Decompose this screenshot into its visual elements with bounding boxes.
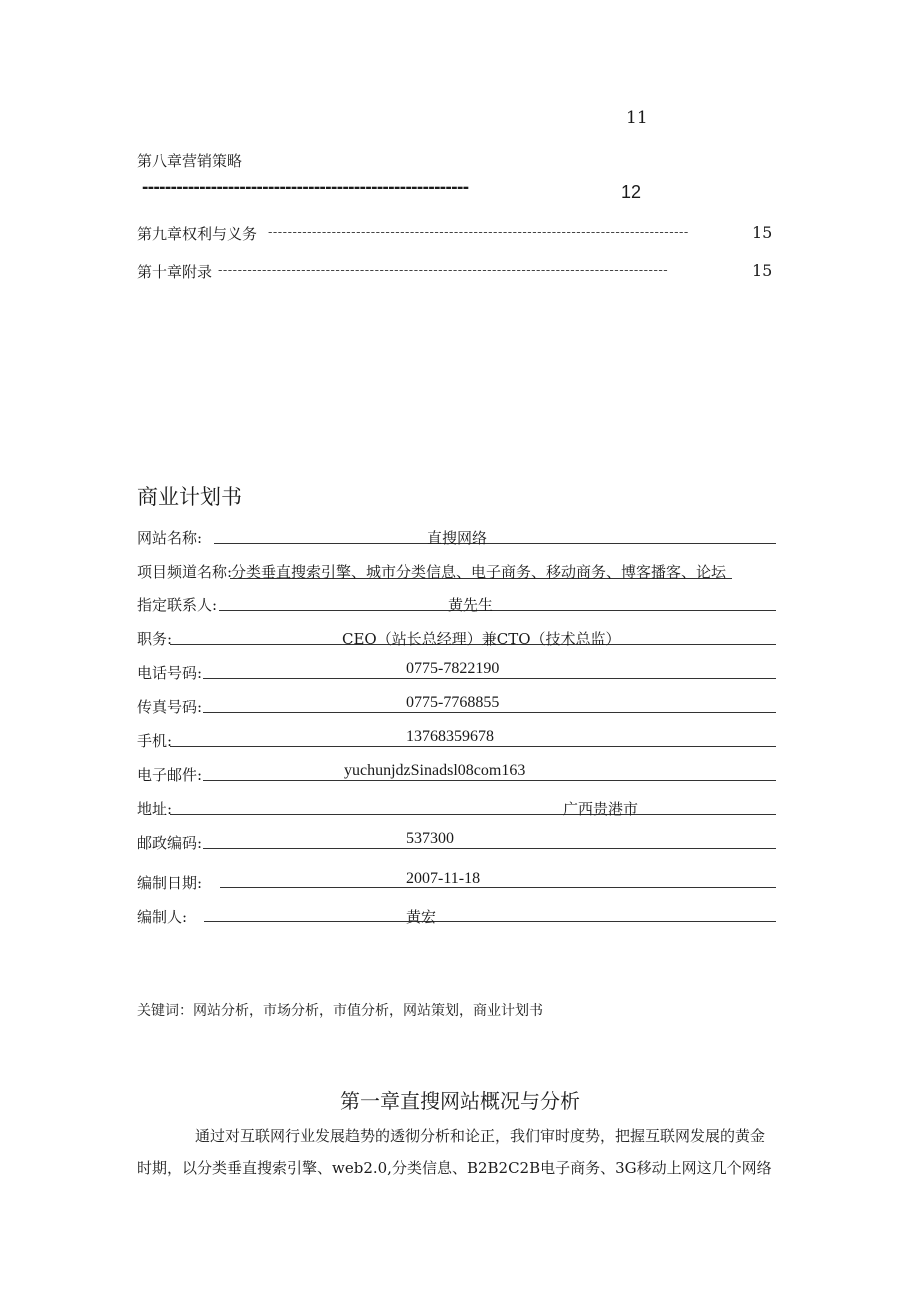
field-label: 网站名称:: [137, 529, 203, 547]
field-label: 邮政编码:: [137, 834, 203, 852]
paragraph-line: 通过对互联网行业发展趋势的透彻分析和论正，我们审时度势，把握互联网发展的黄金: [195, 1127, 766, 1145]
underline: [203, 678, 776, 679]
business-plan-title: 商业计划书: [137, 485, 242, 509]
field-value: yuchunjdzSinadsl08com163: [344, 762, 526, 779]
underline: [203, 848, 776, 849]
toc-item-leader: --------------------------------------------------------------------------------------------: [218, 263, 669, 278]
field-label: 职务:: [137, 630, 173, 648]
field-label: 指定联系人:: [137, 596, 218, 614]
toc-item-page: 12: [621, 182, 642, 202]
field-value: 广西贵港市: [563, 800, 639, 818]
toc-page-number-top: 11: [626, 108, 648, 128]
field-label: 地址:: [137, 800, 173, 818]
field-label: 编制人:: [137, 908, 188, 926]
field-label: 传真号码:: [137, 698, 203, 716]
field-value: 13768359678: [406, 728, 494, 745]
underline: [203, 780, 776, 781]
toc-item-page: 15: [752, 223, 773, 242]
field-value: CEO（站长总经理）兼CTO（技术总监）: [342, 630, 621, 648]
toc-item-title: 第十章附录: [137, 263, 213, 281]
field-value: 0775-7822190: [406, 660, 500, 677]
underline: [203, 712, 776, 713]
field-value: 直搜网络: [427, 529, 488, 547]
field-label: 电子邮件:: [137, 766, 203, 784]
field-label: 手机:: [137, 732, 173, 750]
keywords: 关键词：网站分析，市场分析，市值分析，网站策划，商业计划书: [137, 1003, 543, 1019]
chapter-title: 第一章直搜网站概况与分析: [340, 1089, 580, 1113]
field-label: 项目频道名称:: [137, 563, 233, 581]
toc-item-leader: ---------------------------------------------------------: [142, 177, 469, 198]
underline: [214, 543, 776, 544]
field-label: 编制日期:: [137, 874, 203, 892]
underline: [170, 814, 776, 815]
field-value: 分类垂直搜索引擎、城市分类信息、电子商务、移动商务、博客播客、论坛: [231, 563, 727, 581]
toc-item-leader: --------------------------------------------------------------------------------------: [268, 225, 689, 240]
toc-item-title: 第八章营销策略: [137, 152, 243, 170]
toc-item-title: 第九章权利与义务: [137, 225, 258, 243]
paragraph-line: 时期，以分类垂直搜索引擎、web2.0,分类信息、B2B2C2B电子商务、3G移动上网这几个网络: [137, 1159, 772, 1177]
field-value: 537300: [406, 830, 454, 847]
field-value: 黄宏: [406, 908, 437, 926]
underline: [219, 610, 776, 611]
field-value: 2007-11-18: [406, 870, 481, 887]
underline: [170, 746, 776, 747]
underline: [204, 921, 776, 922]
underline: [220, 887, 776, 888]
field-value: 0775-7768855: [406, 694, 500, 711]
toc-item-page: 15: [752, 261, 773, 280]
field-label: 电话号码:: [137, 664, 203, 682]
field-value: 黄先生: [448, 596, 494, 614]
